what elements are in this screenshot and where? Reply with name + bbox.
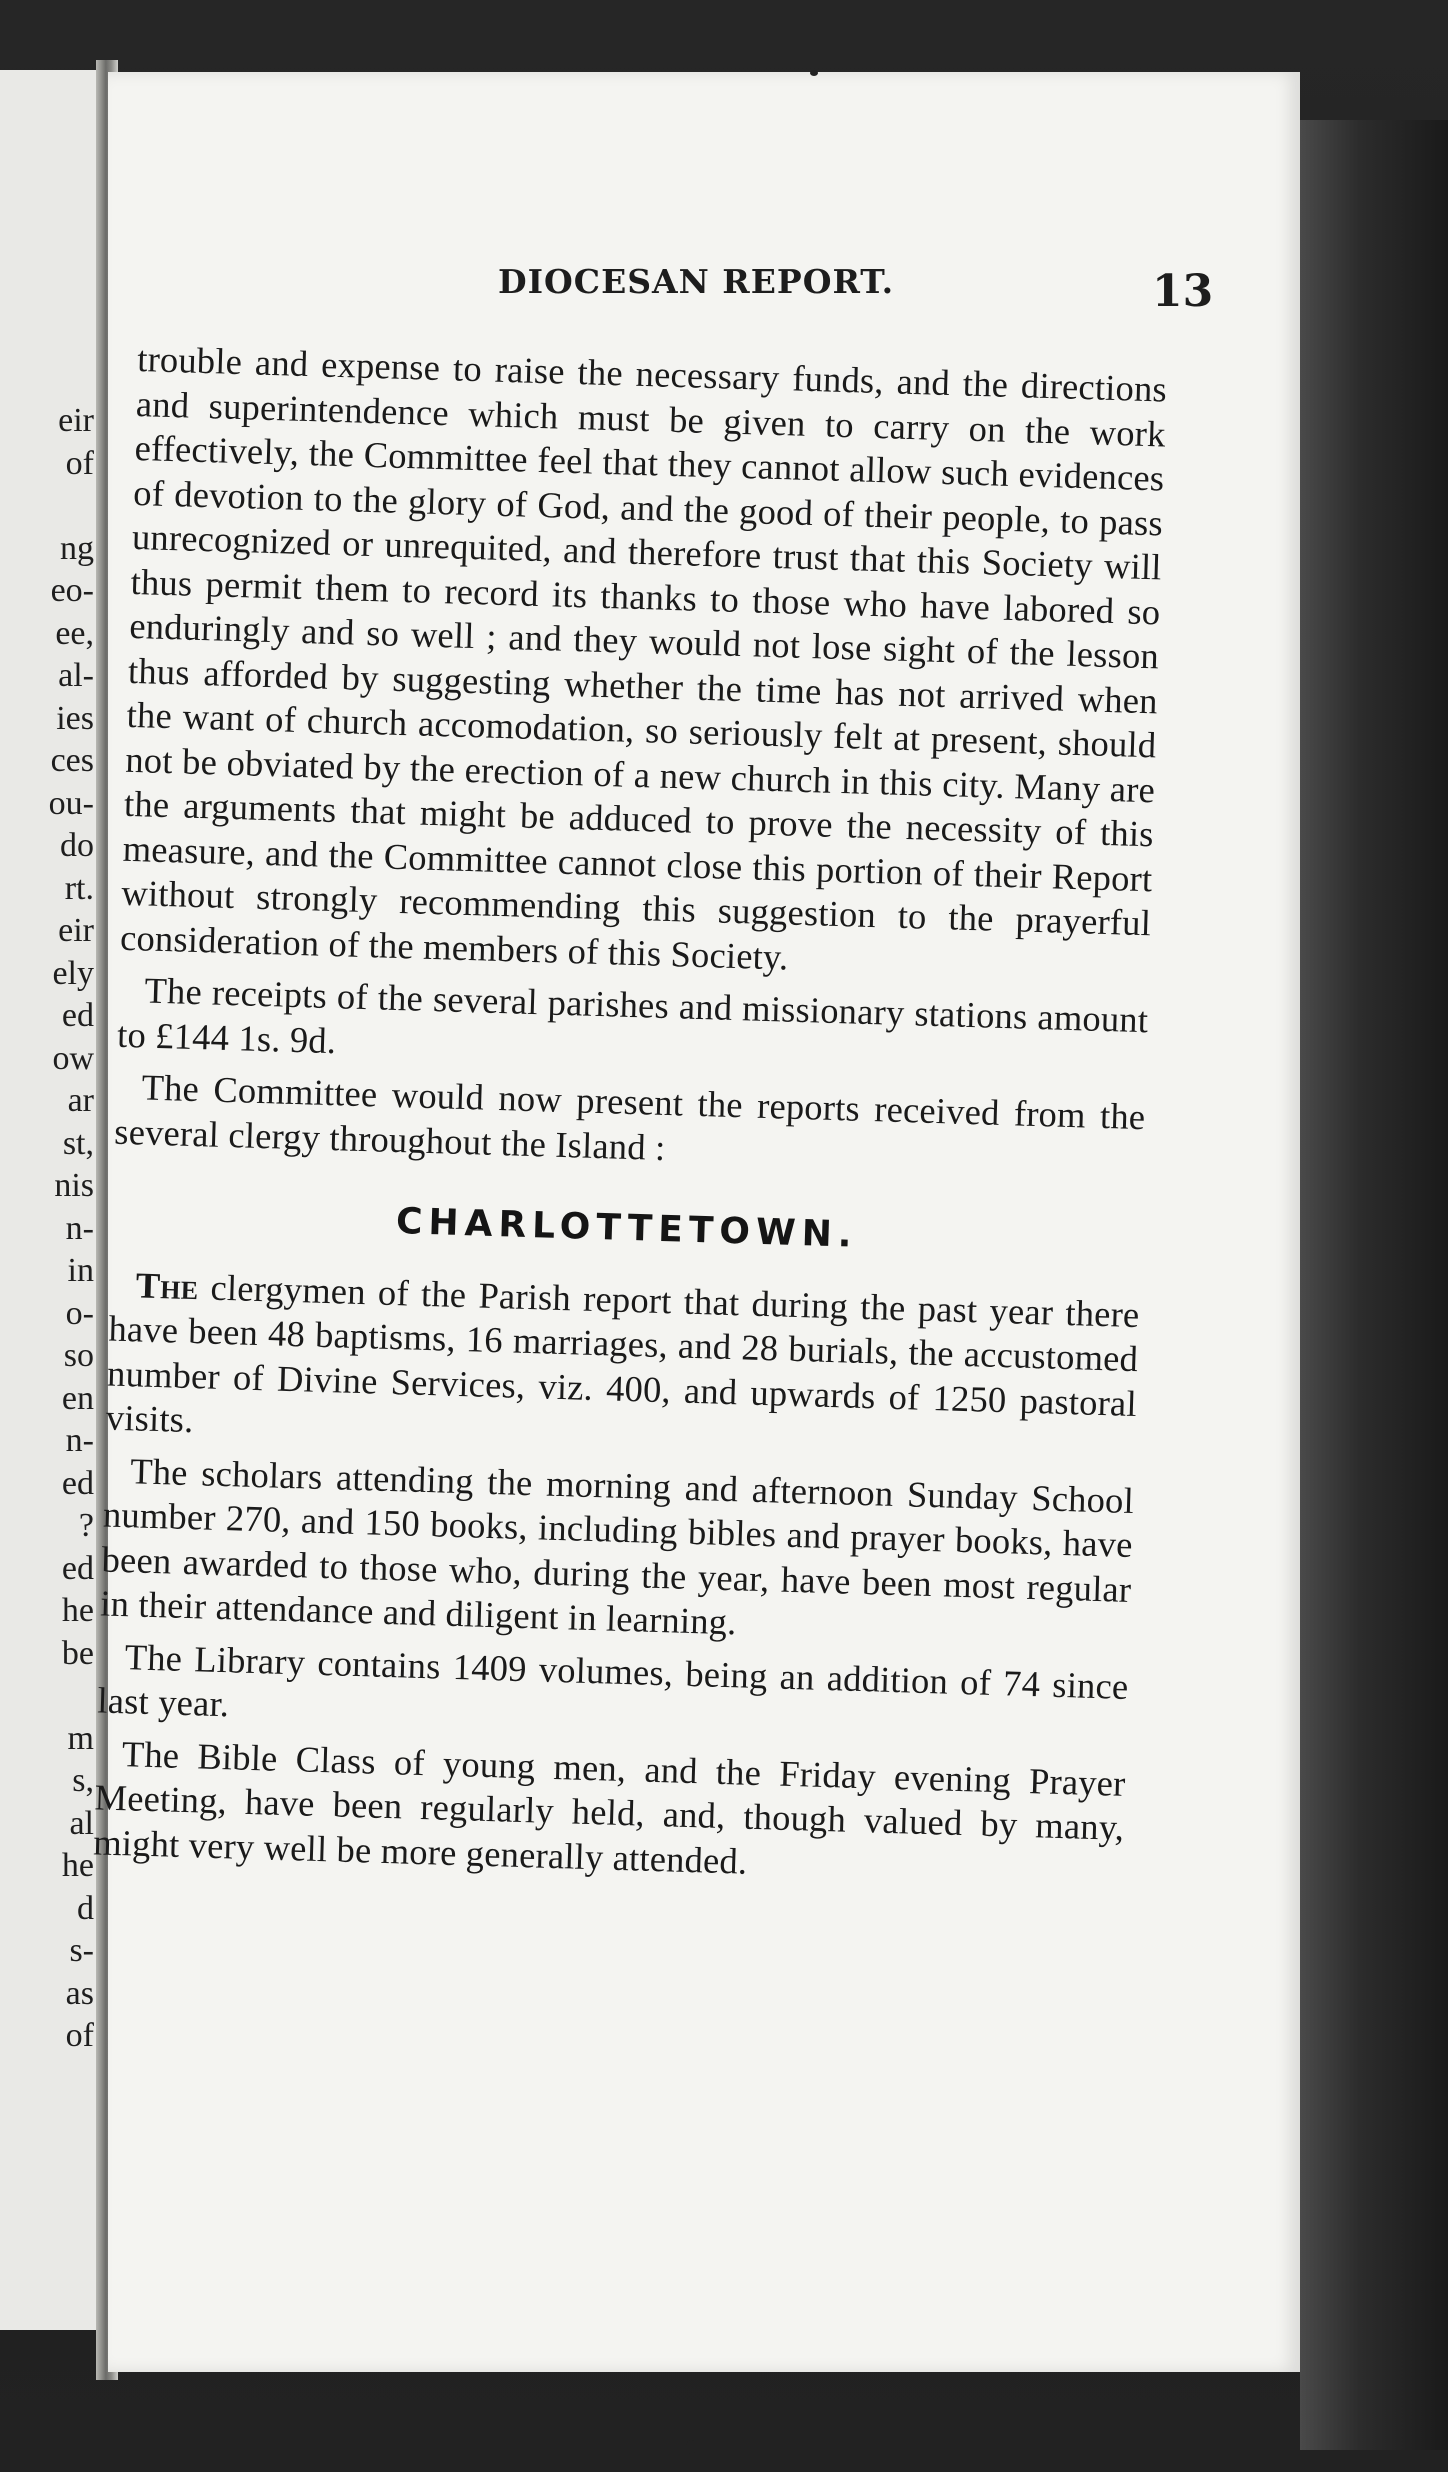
paragraph (105, 1262, 1140, 1470)
facing-page-fragment: o- (65, 1294, 94, 1332)
paragraph: The scholars attending the morning and afternoon Sunday School number 270, and 150 books, including bibles and prayer books, have been awarded to those who, during the year, have been most regular in their attendance and diligent in learning. (99, 1449, 1135, 1643)
facing-page-fragment: ? (78, 1507, 94, 1544)
page-header (108, 262, 1238, 332)
facing-page-fragment: n- (65, 1209, 94, 1247)
page-body (92, 337, 1167, 1903)
facing-page-fragment: ies (56, 699, 94, 737)
facing-page-fragment: of (65, 444, 94, 482)
facing-page-fragment: he (61, 1592, 94, 1629)
facing-page-fragment: ed (61, 1549, 94, 1587)
scan-speck (810, 70, 818, 76)
paragraph: The Bible Class of young men, and the Friday evening Prayer Meeting, have been regularly held, and, though valued by many, might very well be more generally attended. (92, 1732, 1127, 1882)
facing-page-fragment: en (61, 1379, 94, 1417)
facing-page-fragment: n- (65, 1422, 94, 1459)
facing-page-fragment: eo- (50, 572, 94, 609)
scan-speck (686, 2440, 696, 2454)
paragraph: The receipts of the several parishes and missionary stations amount to £144 1s. 9d. (116, 969, 1149, 1061)
facing-page-fragment: be (61, 1634, 94, 1672)
running-head: DIOCESAN REPORT. (498, 262, 895, 301)
facing-page-fragment: ed (61, 1464, 94, 1502)
section-heading: CHARLOTTETOWN. (395, 1201, 859, 1256)
page-number: 13 (1152, 266, 1214, 317)
book-page (92, 72, 1300, 2372)
facing-page-fragment: ces (50, 742, 94, 779)
facing-page-fragment: eir (58, 912, 94, 949)
paragraph-lead: The (135, 1263, 199, 1307)
facing-page-fragment: in (67, 1252, 94, 1289)
paragraph-text: clergymen of the Parish report that during the past year there have been 48 baptisms, 16 marriages, and 28 burials, the accustomed number of Divine Services, viz. 400, and upwards of 1250 pastoral visits. (105, 1265, 1141, 1441)
facing-page-fragment: eir (58, 402, 94, 439)
paragraph: The Library contains 1409 volumes, being an addition of 74 since last year. (96, 1635, 1130, 1725)
facing-page-fragment: do (60, 827, 94, 864)
facing-page-fragment (0, 485, 100, 528)
paragraph: trouble and expense to raise the necessary funds, and the directions and superintendence which must be given to carry on the work effectively, the Committee feel that they cannot allow such evidences of devotion to the glory of God, and the good of their people, to pass unrecognized or unrequited, and therefore trust that this Society will thus permit them to record its thanks to those who have labored so enduringly and so well ; and they would not lose sight of the lesson thus afforded by suggesting whether the time has not arrived when the want of church accomodation, so seriously felt at present, should not be obviated by the erection of a new church in this city. Many are the arguments that might be adduced to prove the necessity of this measure, and the Committee cannot close this portion of their Report without strongly recommending this suggestion to the prayerful consideration of the members of this Society. (119, 337, 1168, 978)
page-stack-edge (1300, 120, 1448, 2450)
facing-page-fragment: al- (58, 657, 94, 694)
facing-page-fragment: ee, (55, 614, 94, 652)
facing-page-fragment: m (67, 1719, 94, 1757)
facing-page-text (0, 400, 100, 2058)
facing-page-fragment: ely (52, 954, 94, 992)
facing-page-fragment: ng (60, 529, 94, 567)
facing-page-fragment: al (69, 1804, 94, 1842)
facing-page (0, 70, 108, 2330)
facing-page-fragment: of (65, 2017, 94, 2054)
facing-page-fragment: ow (52, 1039, 94, 1077)
facing-page-fragment: st, (62, 1124, 94, 1162)
facing-page-fragment (0, 1675, 100, 1718)
paragraph: The Committee would now present the reports received from the several clergy throughout the Island : (113, 1066, 1146, 1168)
facing-page-fragment: d (77, 1889, 94, 1927)
facing-page-fragment: rt. (64, 869, 94, 907)
facing-page-fragment: so (63, 1337, 94, 1374)
facing-page-fragment: ou- (48, 784, 94, 822)
facing-page-fragment: he (61, 1847, 94, 1884)
facing-page-fragment: s- (69, 1932, 94, 1969)
facing-page-fragment: ar (67, 1082, 94, 1119)
facing-page-fragment: s, (72, 1762, 94, 1799)
facing-page-fragment: nis (54, 1167, 94, 1204)
facing-page-fragment: ed (61, 997, 94, 1034)
facing-page-fragment: as (65, 1974, 94, 2012)
